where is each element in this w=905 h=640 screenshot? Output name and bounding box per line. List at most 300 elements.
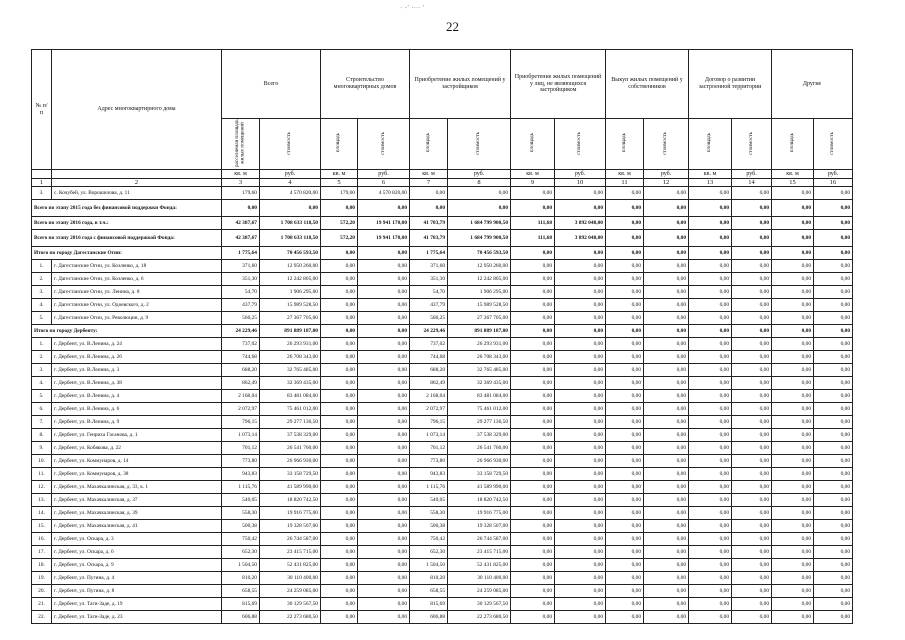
row-address: г. Дербент, ул. Таги-Заде, д. 23 xyxy=(52,611,222,624)
unit-blank xyxy=(32,170,52,179)
cost-cell: 0,00 xyxy=(732,286,772,299)
cost-cell: 12 242 805,00 xyxy=(448,273,511,286)
cost-cell: 18 820 742,50 xyxy=(448,494,511,507)
cost-cell: 0,00 xyxy=(644,230,689,247)
table-row xyxy=(32,611,853,624)
cost-cell: 0,00 xyxy=(358,546,410,559)
table-row xyxy=(32,520,853,533)
area-cell: 0,00 xyxy=(606,230,644,247)
cost-cell: 0,00 xyxy=(644,494,689,507)
cost-cell: 0,00 xyxy=(814,299,853,312)
summary-row xyxy=(32,230,853,247)
unit-cell: кв. м xyxy=(410,170,448,179)
cost-cell: 0,00 xyxy=(814,273,853,286)
cost-cell: 0,00 xyxy=(358,572,410,585)
header-group-buyout: Выкуп жилых помещений у собственников xyxy=(606,50,689,119)
cost-cell: 0,00 xyxy=(555,260,606,273)
row-address: г. Дагестанские Огни, ул. Ленина, д. 8 xyxy=(52,286,222,299)
cost-cell: 0,00 xyxy=(732,390,772,403)
cost-cell: 0,00 xyxy=(555,325,606,338)
cost-cell: 0,00 xyxy=(732,533,772,546)
column-number: 4 xyxy=(260,179,321,187)
area-cell: 0,00 xyxy=(772,200,814,217)
cost-cell: 22 273 680,50 xyxy=(448,611,511,624)
cost-cell: 0,00 xyxy=(358,585,410,598)
area-cell: 0,00 xyxy=(772,507,814,520)
cost-cell: 1 684 799 900,50 xyxy=(448,230,511,247)
cost-cell: 75 461 012,00 xyxy=(260,403,321,416)
row-number: 9. xyxy=(32,442,52,455)
table-row xyxy=(32,468,853,481)
cost-cell: 891 889 187,00 xyxy=(260,325,321,338)
cost-cell: 0,00 xyxy=(814,364,853,377)
header-area xyxy=(410,119,448,170)
area-cell: 0,00 xyxy=(511,260,555,273)
row-number: 3. xyxy=(32,187,52,200)
area-cell: 0,00 xyxy=(606,403,644,416)
area-cell: 0,00 xyxy=(772,481,814,494)
header-no: № п/п xyxy=(32,50,52,170)
cost-cell: 0,00 xyxy=(732,338,772,351)
cost-cell: 15 989 528,50 xyxy=(448,299,511,312)
cost-cell: 0,00 xyxy=(260,200,321,217)
cost-cell: 0,00 xyxy=(644,247,689,260)
row-summary-label: Всего по этапу 2016 года с финансовой поддержкой Фонда: xyxy=(32,230,222,247)
area-cell: 0,00 xyxy=(772,217,814,230)
cost-cell: 0,00 xyxy=(814,187,853,200)
cost-cell: 0,00 xyxy=(814,403,853,416)
area-cell: 0,00 xyxy=(606,390,644,403)
area-cell: 796,15 xyxy=(222,416,260,429)
cost-cell: 0,00 xyxy=(644,559,689,572)
area-cell: 560,25 xyxy=(222,312,260,325)
area-cell: 0,00 xyxy=(606,260,644,273)
table-row xyxy=(32,364,853,377)
area-cell: 1 504,50 xyxy=(410,559,448,572)
cost-cell: 0,00 xyxy=(814,429,853,442)
column-number: 15 xyxy=(772,179,814,187)
area-cell: 24 229,46 xyxy=(410,325,448,338)
column-number: 6 xyxy=(358,179,410,187)
area-cell: 0,00 xyxy=(511,273,555,286)
cost-cell: 41 589 990,00 xyxy=(260,481,321,494)
header-group-total: Всего xyxy=(222,50,321,119)
cost-cell: 0,00 xyxy=(732,312,772,325)
row-address: г. Дербент, ул. В.Ленина, д. 24 xyxy=(52,338,222,351)
area-cell: 0,00 xyxy=(606,559,644,572)
area-cell: 0,00 xyxy=(689,468,732,481)
header-cost xyxy=(644,119,689,170)
area-cell: 0,00 xyxy=(511,247,555,260)
area-cell: 0,00 xyxy=(321,260,358,273)
cost-cell: 0,00 xyxy=(732,377,772,390)
row-number: 1. xyxy=(32,260,52,273)
row-number: 20. xyxy=(32,585,52,598)
header-subcolumn-label: расселяемая площадь жилых помещений xyxy=(234,119,246,167)
cost-cell: 0,00 xyxy=(814,507,853,520)
area-cell: 0,00 xyxy=(606,286,644,299)
header-group-other: Другие xyxy=(772,50,853,119)
cost-cell: 0,00 xyxy=(358,312,410,325)
unit-cell: кв. м xyxy=(772,170,814,179)
area-cell: 1 115,76 xyxy=(410,481,448,494)
area-cell: 0,00 xyxy=(689,377,732,390)
area-cell: 0,00 xyxy=(606,416,644,429)
cost-cell: 0,00 xyxy=(555,338,606,351)
area-cell: 701,12 xyxy=(410,442,448,455)
row-address: г. Дербент, ул. Оскара, д. 6 xyxy=(52,546,222,559)
unit-cell: кв. м xyxy=(606,170,644,179)
row-summary-label: Всего по этапу 2015 года без финансовой поддержки Фонда: xyxy=(32,200,222,217)
cost-cell: 30 129 567,50 xyxy=(260,598,321,611)
cost-cell: 3 892 048,00 xyxy=(555,217,606,230)
cost-cell: 0,00 xyxy=(814,481,853,494)
row-number: 1. xyxy=(32,338,52,351)
row-address: г. Дагестанские Огни, ул. Козленко, д. 18 xyxy=(52,260,222,273)
cost-cell: 0,00 xyxy=(732,351,772,364)
cost-cell: 0,00 xyxy=(814,260,853,273)
area-cell: 652,30 xyxy=(222,546,260,559)
area-cell: 0,00 xyxy=(321,377,358,390)
cost-cell: 0,00 xyxy=(732,403,772,416)
header-address: Адрес многоквартирного дома xyxy=(52,50,222,170)
cost-cell: 0,00 xyxy=(814,598,853,611)
area-cell: 0,00 xyxy=(689,546,732,559)
area-cell: 0,00 xyxy=(772,494,814,507)
area-cell: 0,00 xyxy=(511,338,555,351)
area-cell: 815,69 xyxy=(410,598,448,611)
area-cell: 0,00 xyxy=(606,429,644,442)
cost-cell: 0,00 xyxy=(814,351,853,364)
area-cell: 0,00 xyxy=(606,585,644,598)
area-cell: 1 073,14 xyxy=(410,429,448,442)
area-cell: 560,25 xyxy=(410,312,448,325)
cost-cell: 0,00 xyxy=(358,559,410,572)
cost-cell: 0,00 xyxy=(814,611,853,624)
cost-cell: 24 259 085,00 xyxy=(260,585,321,598)
cost-cell: 29 277 136,50 xyxy=(448,416,511,429)
area-cell: 0,00 xyxy=(321,390,358,403)
area-cell: 862,49 xyxy=(410,377,448,390)
summary-row xyxy=(32,325,853,338)
area-cell: 1 073,14 xyxy=(222,429,260,442)
summary-row xyxy=(32,200,853,217)
area-cell: 371,60 xyxy=(410,260,448,273)
cost-cell: 0,00 xyxy=(358,533,410,546)
area-cell: 0,00 xyxy=(222,200,260,217)
cost-cell: 0,00 xyxy=(732,481,772,494)
cost-cell: 0,00 xyxy=(732,247,772,260)
row-number: 4. xyxy=(32,299,52,312)
header-resettled-area xyxy=(222,119,260,170)
cost-cell: 37 538 329,00 xyxy=(260,429,321,442)
cost-cell: 0,00 xyxy=(644,377,689,390)
area-cell: 0,00 xyxy=(321,546,358,559)
area-cell: 0,00 xyxy=(772,416,814,429)
area-cell: 0,00 xyxy=(511,481,555,494)
cost-cell: 12 950 260,00 xyxy=(260,260,321,273)
row-address: г. Дербент, ул. Махачкалинская, д. 37 xyxy=(52,494,222,507)
cost-cell: 0,00 xyxy=(814,390,853,403)
cost-cell: 0,00 xyxy=(555,598,606,611)
table-row xyxy=(32,429,853,442)
row-number: 16. xyxy=(32,533,52,546)
area-cell: 0,00 xyxy=(689,260,732,273)
area-cell: 0,00 xyxy=(772,273,814,286)
column-number: 3 xyxy=(222,179,260,187)
column-number: 10 xyxy=(555,179,606,187)
area-cell: 1 115,76 xyxy=(222,481,260,494)
area-cell: 0,00 xyxy=(772,187,814,200)
cost-cell: 0,00 xyxy=(644,429,689,442)
cost-cell: 0,00 xyxy=(555,559,606,572)
cost-cell: 0,00 xyxy=(358,351,410,364)
cost-cell: 0,00 xyxy=(644,338,689,351)
cost-cell: 0,00 xyxy=(814,286,853,299)
row-address: г. Дербент, ул. Коммунаров, д. 38 xyxy=(52,468,222,481)
cost-cell: 0,00 xyxy=(644,364,689,377)
area-cell: 0,00 xyxy=(772,585,814,598)
area-cell: 0,00 xyxy=(772,429,814,442)
cost-cell: 0,00 xyxy=(555,247,606,260)
area-cell: 701,12 xyxy=(222,442,260,455)
row-address: с. Кочубей, ул. Ворошилова, д. 11 xyxy=(52,187,222,200)
column-number: 11 xyxy=(606,179,644,187)
area-cell: 0,00 xyxy=(689,455,732,468)
cost-cell: 0,00 xyxy=(358,598,410,611)
row-number: 19. xyxy=(32,572,52,585)
row-address: г. Дербент, ул. Коммунаров, д. 14 xyxy=(52,455,222,468)
row-number: 10. xyxy=(32,455,52,468)
cost-cell: 0,00 xyxy=(644,217,689,230)
column-number: 5 xyxy=(321,179,358,187)
area-cell: 0,00 xyxy=(511,312,555,325)
area-cell: 0,00 xyxy=(511,494,555,507)
area-cell: 0,00 xyxy=(689,585,732,598)
area-cell: 0,00 xyxy=(511,507,555,520)
header-group-non-developers: Приобретение жилых помещений у лиц, не являющихся застройщиком xyxy=(511,50,606,119)
area-cell: 0,00 xyxy=(321,494,358,507)
area-cell: 558,30 xyxy=(410,507,448,520)
area-cell: 0,00 xyxy=(772,312,814,325)
column-number: 12 xyxy=(644,179,689,187)
cost-cell: 0,00 xyxy=(814,572,853,585)
table-row xyxy=(32,299,853,312)
header-cost xyxy=(732,119,772,170)
table-row xyxy=(32,507,853,520)
table-row xyxy=(32,260,853,273)
cost-cell: 24 259 085,00 xyxy=(448,585,511,598)
header-subcolumn-label: стоимость xyxy=(576,131,583,155)
row-summary-label: Всего по этапу 2016 года, в т.ч.: xyxy=(32,217,222,230)
cost-cell: 0,00 xyxy=(732,273,772,286)
area-cell: 0,00 xyxy=(606,217,644,230)
area-cell: 351,30 xyxy=(410,273,448,286)
area-cell: 0,00 xyxy=(606,598,644,611)
area-cell: 0,00 xyxy=(321,364,358,377)
area-cell: 0,00 xyxy=(321,312,358,325)
table-row xyxy=(32,455,853,468)
area-cell: 0,00 xyxy=(689,230,732,247)
cost-cell: 0,00 xyxy=(814,546,853,559)
cost-cell: 0,00 xyxy=(644,572,689,585)
row-number: 7. xyxy=(32,416,52,429)
cost-cell: 0,00 xyxy=(644,611,689,624)
row-summary-label: Итого по городу Дербенту: xyxy=(32,325,222,338)
table-row xyxy=(32,481,853,494)
cost-cell: 0,00 xyxy=(732,572,772,585)
cost-cell: 0,00 xyxy=(644,200,689,217)
row-number: 5. xyxy=(32,390,52,403)
cost-cell: 0,00 xyxy=(555,390,606,403)
area-cell: 2 072,97 xyxy=(222,403,260,416)
header-row-units xyxy=(32,170,853,179)
row-address: г. Дербент, ул. Махачкалинская, д. 41 xyxy=(52,520,222,533)
area-cell: 0,00 xyxy=(689,520,732,533)
cost-cell: 0,00 xyxy=(644,468,689,481)
unit-cell: руб. xyxy=(555,170,606,179)
area-cell: 0,00 xyxy=(772,520,814,533)
cost-cell: 0,00 xyxy=(555,312,606,325)
cost-cell: 0,00 xyxy=(814,559,853,572)
area-cell: 943,83 xyxy=(410,468,448,481)
area-cell: 658,55 xyxy=(222,585,260,598)
cost-cell: 0,00 xyxy=(358,338,410,351)
cost-cell: 0,00 xyxy=(814,416,853,429)
unit-cell: руб. xyxy=(732,170,772,179)
row-address: г. Дербент, ул. Генриха Гасанова, д. 1 xyxy=(52,429,222,442)
area-cell: 1 504,50 xyxy=(222,559,260,572)
area-cell: 810,20 xyxy=(222,572,260,585)
cost-cell: 41 589 990,00 xyxy=(448,481,511,494)
area-cell: 0,00 xyxy=(321,247,358,260)
area-cell: 0,00 xyxy=(772,230,814,247)
area-cell: 0,00 xyxy=(772,559,814,572)
cost-cell: 0,00 xyxy=(814,312,853,325)
area-cell: 54,70 xyxy=(410,286,448,299)
area-cell: 0,00 xyxy=(689,429,732,442)
row-number: 2. xyxy=(32,351,52,364)
row-address: г. Дербент, ул. В.Ленина, д. 9 xyxy=(52,416,222,429)
cost-cell: 0,00 xyxy=(358,377,410,390)
cost-cell: 0,00 xyxy=(732,416,772,429)
area-cell: 0,00 xyxy=(321,481,358,494)
cost-cell: 19 328 507,00 xyxy=(448,520,511,533)
area-cell: 179,60 xyxy=(222,187,260,200)
cost-cell: 0,00 xyxy=(644,312,689,325)
unit-cell: кв. м xyxy=(511,170,555,179)
cost-cell: 0,00 xyxy=(555,377,606,390)
header-area xyxy=(511,119,555,170)
cost-cell: 0,00 xyxy=(732,559,772,572)
unit-cell: руб. xyxy=(644,170,689,179)
header-subcolumn-label: стоимость xyxy=(286,131,293,155)
area-cell: 0,00 xyxy=(689,403,732,416)
area-cell: 0,00 xyxy=(321,598,358,611)
cost-cell: 0,00 xyxy=(555,442,606,455)
area-cell: 0,00 xyxy=(511,187,555,200)
area-cell: 0,00 xyxy=(772,455,814,468)
header-group-construction: Строительство многоквартирных домов xyxy=(321,50,410,119)
row-number: 14. xyxy=(32,507,52,520)
row-number: 2. xyxy=(32,273,52,286)
row-address: г. Дербент, ул. Пугина, д. 4 xyxy=(52,572,222,585)
table-row xyxy=(32,546,853,559)
area-cell: 0,00 xyxy=(689,507,732,520)
header-subcolumn-label: стоимость xyxy=(662,131,669,155)
column-number: 7 xyxy=(410,179,448,187)
cost-cell: 0,00 xyxy=(448,200,511,217)
header-area xyxy=(606,119,644,170)
header-cost xyxy=(358,119,410,170)
table-row xyxy=(32,442,853,455)
cost-cell: 0,00 xyxy=(644,585,689,598)
cost-cell: 1 906 295,00 xyxy=(260,286,321,299)
cost-cell: 19 916 775,00 xyxy=(448,507,511,520)
column-number: 8 xyxy=(448,179,511,187)
cost-cell: 0,00 xyxy=(358,442,410,455)
header-cost xyxy=(814,119,853,170)
cost-cell: 75 461 012,00 xyxy=(448,403,511,416)
area-cell: 0,00 xyxy=(606,494,644,507)
row-address: г. Дербент, ул. В.Ленина, д. 26 xyxy=(52,351,222,364)
area-cell: 744,68 xyxy=(222,351,260,364)
cost-cell: 0,00 xyxy=(732,217,772,230)
cost-cell: 0,00 xyxy=(358,494,410,507)
area-cell: 572,20 xyxy=(321,217,358,230)
area-cell: 500,38 xyxy=(410,520,448,533)
cost-cell: 0,00 xyxy=(814,468,853,481)
cost-cell: 0,00 xyxy=(358,200,410,217)
area-cell: 0,00 xyxy=(321,273,358,286)
area-cell: 0,00 xyxy=(689,611,732,624)
cost-cell: 32 369 435,00 xyxy=(448,377,511,390)
cost-cell: 0,00 xyxy=(555,200,606,217)
header-cost xyxy=(555,119,606,170)
cost-cell: 0,00 xyxy=(555,351,606,364)
area-cell: 0,00 xyxy=(321,507,358,520)
cost-cell: 26 744 587,00 xyxy=(448,533,511,546)
row-number: 6. xyxy=(32,403,52,416)
summary-row xyxy=(32,217,853,230)
area-cell: 0,00 xyxy=(772,338,814,351)
area-cell: 0,00 xyxy=(321,299,358,312)
cost-cell: 0,00 xyxy=(358,286,410,299)
area-cell: 0,00 xyxy=(606,299,644,312)
area-cell: 688,20 xyxy=(222,364,260,377)
area-cell: 737,02 xyxy=(410,338,448,351)
cost-cell: 27 367 705,00 xyxy=(448,312,511,325)
cost-cell: 0,00 xyxy=(732,200,772,217)
area-cell: 0,00 xyxy=(606,533,644,546)
cost-cell: 0,00 xyxy=(555,520,606,533)
cost-cell: 0,00 xyxy=(644,546,689,559)
cost-cell: 12 950 260,00 xyxy=(448,260,511,273)
cost-cell: 0,00 xyxy=(644,455,689,468)
cost-cell: 0,00 xyxy=(732,520,772,533)
cost-cell: 26 293 931,00 xyxy=(260,338,321,351)
area-cell: 0,00 xyxy=(689,364,732,377)
cost-cell: 0,00 xyxy=(555,468,606,481)
area-cell: 0,00 xyxy=(689,187,732,200)
cost-cell: 0,00 xyxy=(644,299,689,312)
header-subcolumn-label: стоимость xyxy=(379,131,386,155)
area-cell: 606,88 xyxy=(410,611,448,624)
cost-cell: 1 708 633 118,50 xyxy=(260,230,321,247)
cost-cell: 0,00 xyxy=(358,260,410,273)
area-cell: 0,00 xyxy=(606,273,644,286)
row-number: 15. xyxy=(32,520,52,533)
